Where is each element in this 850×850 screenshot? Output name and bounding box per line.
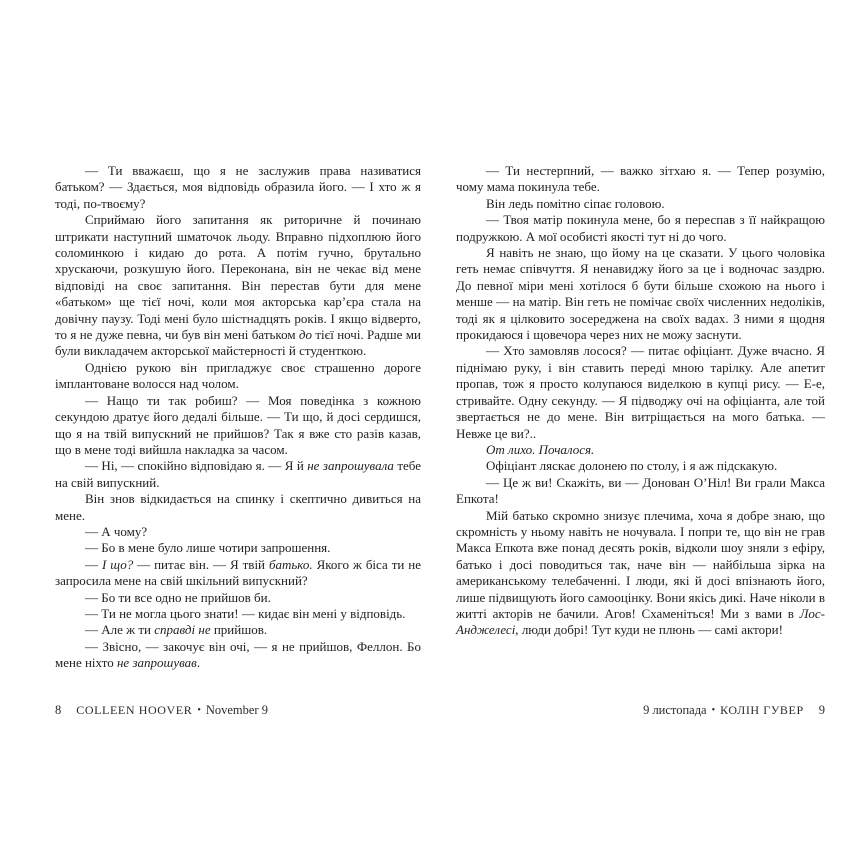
text-run: — Бо в мене було лише чотири запрошення.: [85, 540, 331, 556]
text-run: Сприймаю його запитання як риторичне й починаю штрикати наступний шматочок льоду. Вправно підхоплюю його соломинкою і кидаю до рота. А потім гучно, брутально хрускаючи, розкушую його. Переконана, він не чекає від мене відповіді на своє запитання. Він перестав бути для мене «батьком» ще тієї ночі, коли моя акторська кар’єра стала на довічну паузу. Тоді мені було шістнадцять років. І якщо відверто, то я не дуже певна, чи був він мені батьком: [55, 212, 421, 343]
paragraph: [55, 491, 421, 524]
running-header-chapter: 9 листопада: [643, 703, 707, 717]
paragraph: [55, 639, 421, 672]
text-run: Якого ж біса ти не запросила мене на свій шкільний випускний?: [55, 556, 422, 589]
text-run: тієї ночі. Радше ми були викладачем акторської майстерності й студенткою.: [55, 327, 421, 359]
paragraph: [456, 508, 825, 639]
text-run: — Нащо ти так робиш? — Моя поведінка з кожною секундою дратує його дедалі більше. — Ти що, й досі сердишся, що я на твій випускний не прийшов? Так я вже сто разів казав, що в мене тоді вийшла накладка за часом.: [55, 392, 421, 457]
paragraph: [456, 245, 825, 343]
text-run-italic: не запрошувала: [307, 458, 394, 474]
right-page-footer: [456, 703, 825, 718]
text-run: —: [85, 556, 102, 572]
text-run: — Ти нестерпний, — важко зітхаю я. — Тепер розумію, чому мама покинула тебе.: [456, 163, 825, 195]
paragraph: [456, 196, 825, 212]
paragraph: [55, 590, 421, 606]
text-run: — Ти вважаєш, що я не заслужив права називатися батьком? — Здається, моя відповідь образила його. — І хто ж я тоді, по-твоєму?: [55, 163, 421, 211]
left-page-number: 8: [55, 703, 62, 717]
paragraph: [55, 606, 421, 622]
text-run: прийшов.: [210, 622, 268, 638]
paragraph: [456, 163, 825, 196]
separator-dot-icon: •: [711, 705, 716, 716]
left-page-text: [55, 163, 421, 672]
paragraph: [55, 458, 421, 491]
text-run-italic: до: [298, 327, 312, 343]
text-run: — Звісно, — закочує він очі, — я не прийшов, Феллон. Бо мене ніхто: [55, 638, 421, 671]
paragraph: [55, 393, 421, 459]
text-run: — А чому?: [85, 523, 148, 539]
text-run: — Ти не могла цього знати! — кидає він мені у відповідь.: [85, 605, 406, 621]
running-header-author: КОЛІН ГУВЕР: [720, 703, 804, 717]
running-header-author: COLLEEN HOOVER: [76, 703, 193, 717]
text-run-italic: Лос-Анджелесі,: [456, 605, 825, 638]
paragraph: [456, 442, 825, 458]
paragraph: [55, 540, 421, 556]
text-run: — Твоя матір покинула мене, бо я переспав з її найкращою подружкою. А мої особисті якості тут ні до чого.: [456, 212, 825, 244]
text-run: — Хто замовляв лосося? — питає офіціант. Дуже вчасно. Я піднімаю руку, і він ставить переді мною тарілку. Але апетит пропав, тож я просто колупаюся виделкою в купці рису. — Е-е, стривайте. Одну секунду. — Я підводжу очі на офіціанта, але той звертається не до мене. Він витріщається на мого батька. — Невже це ви?..: [456, 343, 825, 441]
text-run: — Ні, — спокійно відповідаю я. — Я й: [85, 458, 308, 474]
paragraph: [55, 524, 421, 540]
text-run-italic: І що?: [101, 556, 134, 572]
text-run: — питає він. — Я твій: [133, 556, 269, 572]
text-run: — Бо ти все одно не прийшов би.: [85, 589, 271, 605]
text-run: Я навіть не знаю, що йому на це сказати. У цього чоловіка геть немає співчуття. Я ненавиджу його за це і водночас заздрю. До певної міри мені хотілося б бути більше схожою на нього і менше — на матір. Він геть не помічає своїх численних недоліків, тоді як я цілковито зосереджена на своїх вадах. З ними я щодня прокидаюся і щовечора через них не можу заснути.: [456, 245, 825, 343]
paragraph: [456, 458, 825, 474]
text-run: Мій батько скромно знизує плечима, хоча я добре знаю, що скромність у ньому навіть не ночувала. І попри те, що він не грав Макса Епкота вже понад десять років, відколи шоу зняли з ефіру, батько і досі поводиться так, наче він — найбільша зірка на американському телебаченні. І люди, які й досі впізнають його, лише підвищують його самооцінку. Вони якісь дикі. Наче ніколи в житті акторів не бачили. Агов! Схаменіться! Ми з вами в: [456, 507, 825, 621]
paragraph: [456, 475, 825, 508]
text-run-italic: батько.: [268, 556, 313, 572]
paragraph: [55, 622, 421, 638]
text-run: Офіціант ляскає долонею по столу, і я аж підскакую.: [486, 458, 778, 474]
text-run: люди добрі! Тут куди не плюнь — самі актори!: [518, 622, 783, 638]
text-run-italic: справді не: [154, 622, 211, 638]
text-run-italic: не запрошував: [116, 655, 197, 671]
paragraph: [55, 212, 421, 360]
running-header-title: November 9: [205, 703, 268, 717]
text-run: Він ледь помітно сіпає головою.: [486, 195, 665, 211]
text-run: Він знов відкидається на спинку і скептично дивиться на мене.: [55, 491, 421, 523]
paragraph: [55, 163, 421, 212]
paragraph: [456, 212, 825, 245]
separator-dot-icon: •: [197, 705, 201, 716]
right-page-number: 9: [818, 703, 825, 717]
paragraph: [55, 360, 421, 393]
text-run: — Це ж ви! Скажіть, ви — Донован О’Ніл! Ви грали Макса Епкота!: [456, 474, 825, 507]
left-page-footer: [55, 703, 421, 718]
paragraph: [456, 343, 825, 441]
text-run-italic: От лихо. Почалося.: [486, 441, 595, 457]
text-run: — Але ж ти: [85, 622, 155, 638]
text-run: тебе на свій випускний.: [55, 458, 421, 490]
text-run: .: [196, 655, 201, 671]
text-run: Однією рукою він пригладжує своє страшенно дороге імплантоване волосся над чолом.: [55, 359, 421, 392]
paragraph: [55, 557, 421, 590]
right-page-text: [456, 163, 825, 639]
